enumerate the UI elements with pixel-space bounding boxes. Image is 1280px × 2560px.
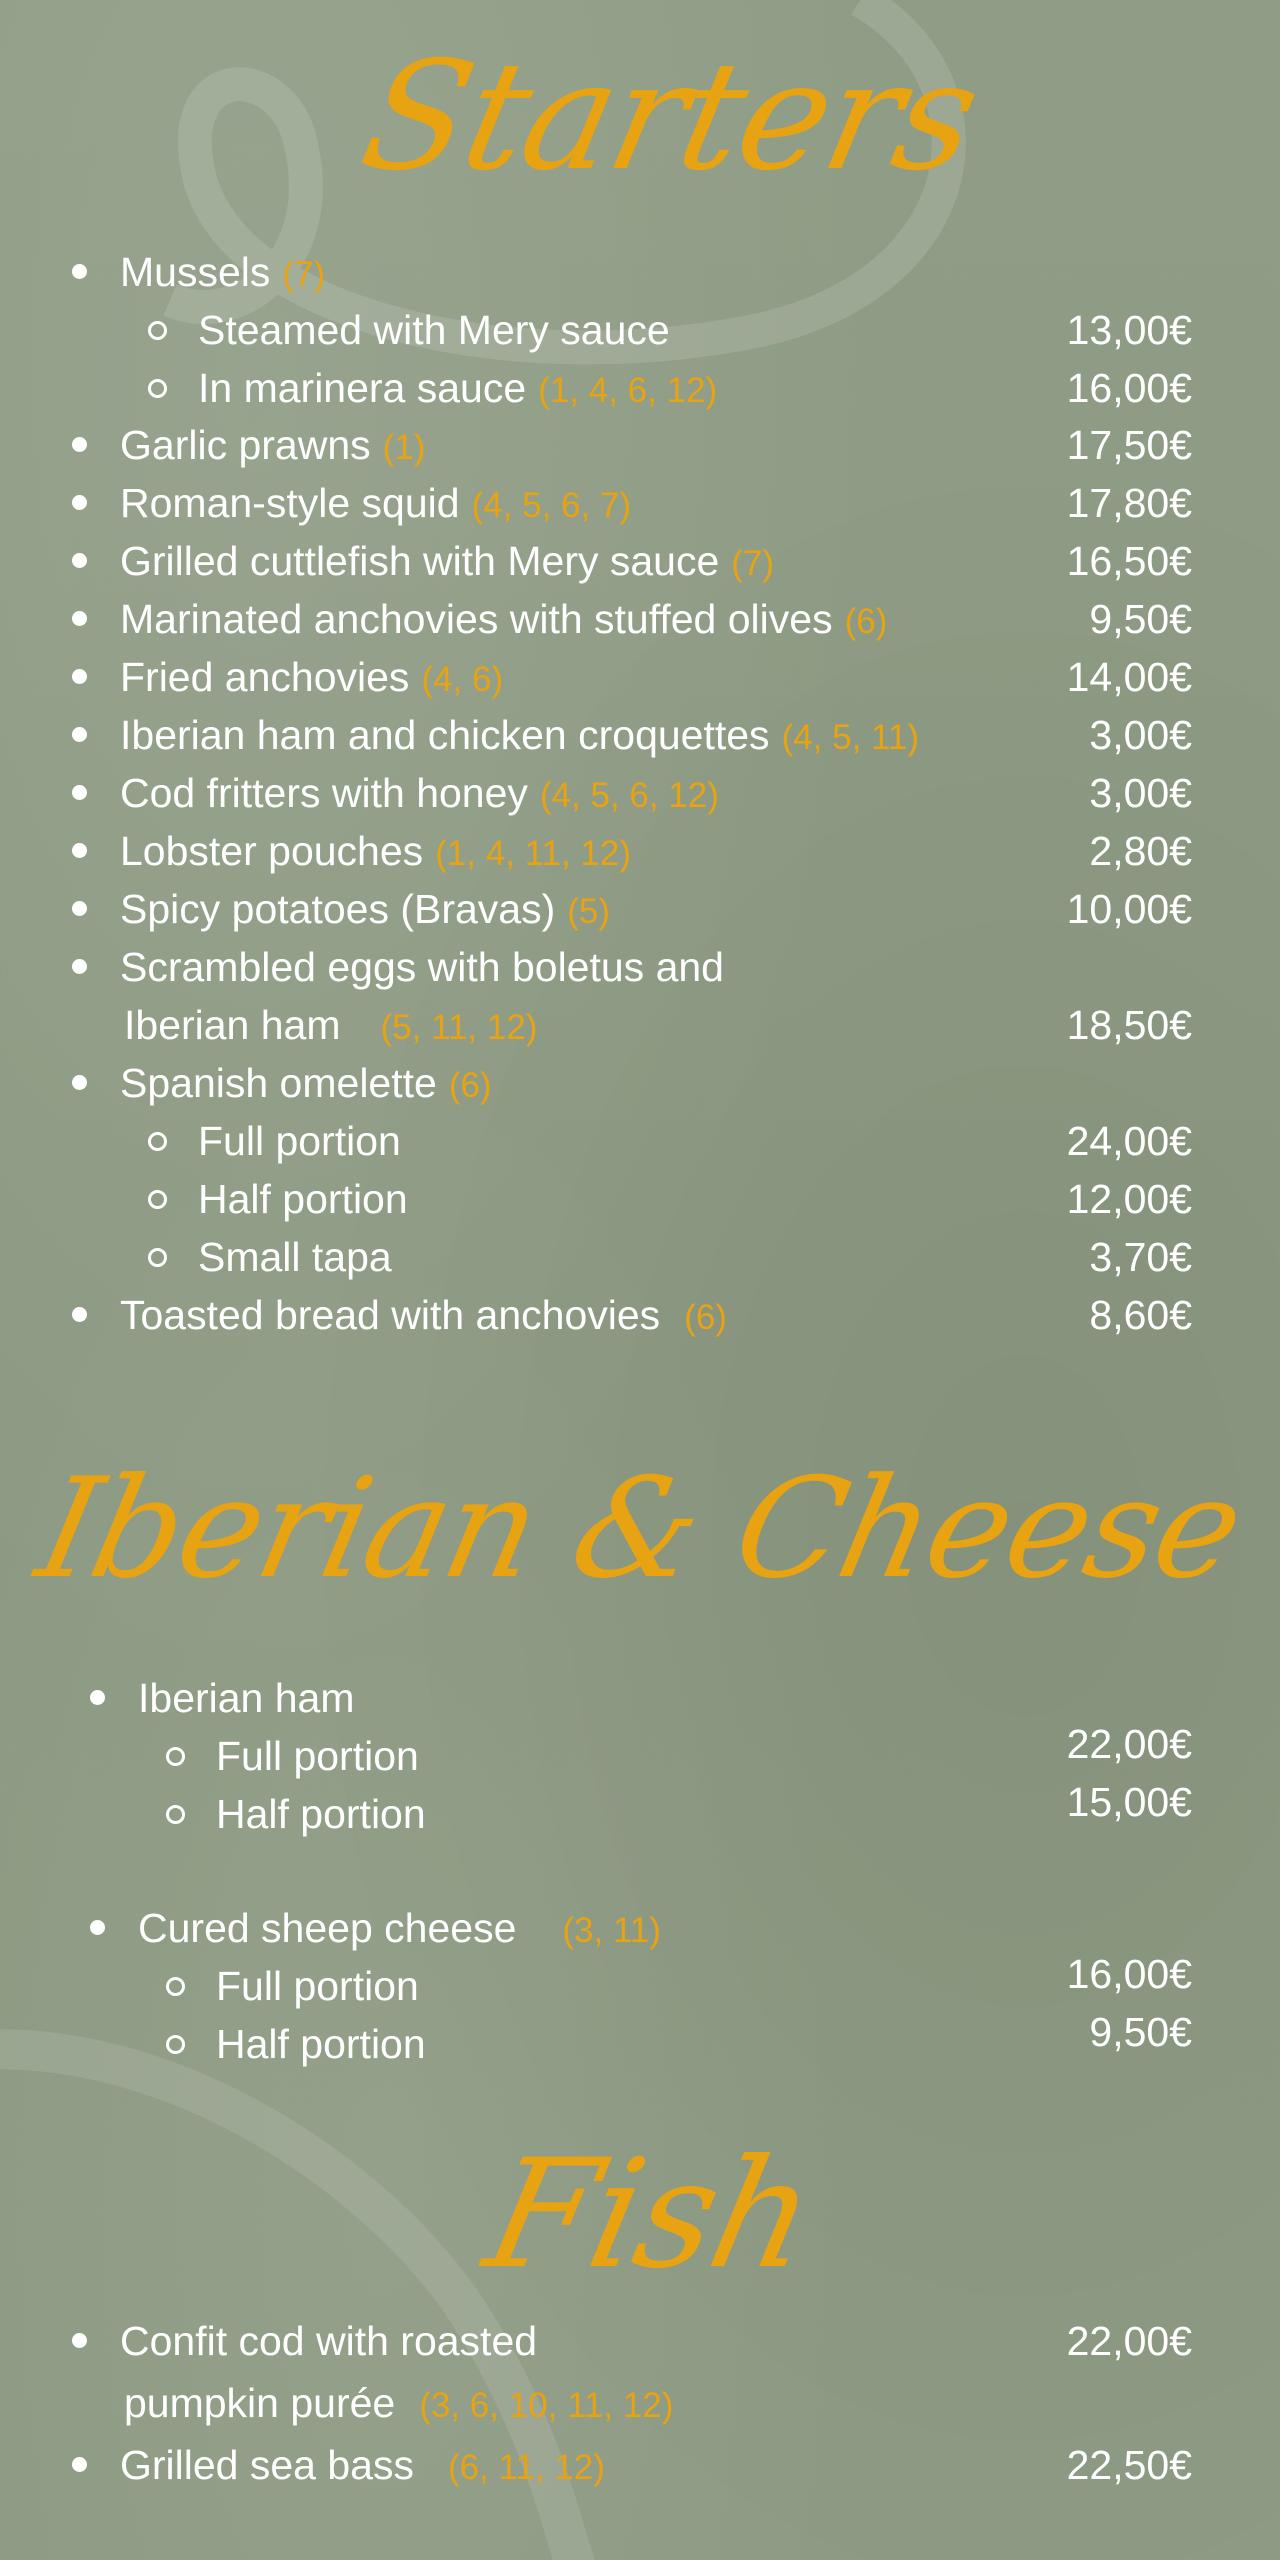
item-price: 3,70€ <box>1089 1234 1192 1280</box>
item-name: Lobster pouches <box>120 828 424 874</box>
bullet-icon <box>72 727 87 742</box>
item-price: 12,00€ <box>1066 1176 1192 1222</box>
item-name: pumpkin purée <box>124 2380 396 2426</box>
menu-subitem-marinera <box>0 359 1280 417</box>
bullet-icon <box>72 437 87 452</box>
item-name: Iberian ham and chicken croquettes <box>120 712 770 758</box>
menu-item-toasted-bread <box>0 1286 1280 1344</box>
bullet-icon <box>72 959 87 974</box>
item-price: 3,00€ <box>1089 770 1192 816</box>
item-name: Toasted bread with anchovies <box>120 1292 661 1338</box>
bullet-icon <box>72 1307 87 1322</box>
item-name: Full portion <box>216 1733 419 1779</box>
item-name: Spicy potatoes (Bravas) <box>120 886 556 932</box>
sub-bullet-icon <box>148 1132 167 1151</box>
sub-bullet-icon <box>166 1747 185 1766</box>
menu-item-spanish-omelette <box>0 1054 1280 1112</box>
item-name: Cod fritters with honey <box>120 770 528 816</box>
sub-bullet-icon <box>166 2035 185 2054</box>
item-allergens: (7) <box>282 255 326 294</box>
item-allergens: (3, 11) <box>562 1911 661 1950</box>
item-price: 16,00€ <box>1066 1951 1192 1997</box>
item-name: Half portion <box>216 2021 426 2067</box>
menu-item-grilled-sea-bass <box>0 2436 1280 2494</box>
bullet-icon <box>72 669 87 684</box>
item-price: 22,00€ <box>1066 1721 1192 1767</box>
menu-item-fried-anchovies <box>0 648 1280 706</box>
sub-bullet-icon <box>148 1248 167 1267</box>
menu-subitem-omelette-full <box>0 1112 1280 1170</box>
menu-item-roman-squid <box>0 474 1280 532</box>
iberian-cheese-heading: Iberian & Cheese <box>25 1448 1255 1609</box>
item-price: 17,50€ <box>1066 422 1192 468</box>
item-price: 24,00€ <box>1066 1118 1192 1164</box>
sub-bullet-icon <box>148 321 167 340</box>
item-allergens: (4, 6) <box>421 660 504 699</box>
item-price: 2,80€ <box>1089 828 1192 874</box>
item-name: In marinera sauce <box>198 365 527 411</box>
item-allergens: (1, 4, 11, 12) <box>435 834 632 873</box>
menu-subitem-omelette-half <box>0 1170 1280 1228</box>
bullet-icon <box>72 2457 87 2472</box>
item-allergens: (1, 4, 6, 12) <box>538 371 718 410</box>
item-allergens: (5) <box>567 892 611 931</box>
bullet-icon <box>72 843 87 858</box>
menu-subitem-cheese-full <box>0 1951 1280 2015</box>
bullet-icon <box>90 1920 105 1935</box>
item-price: 14,00€ <box>1066 654 1192 700</box>
menu-subitem-steamed-mery <box>0 301 1280 359</box>
menu-item-grilled-cuttlefish <box>0 532 1280 590</box>
item-price: 18,50€ <box>1066 1002 1192 1048</box>
menu-item-marinated-anchovies <box>0 590 1280 648</box>
item-allergens: (4, 5, 6, 12) <box>539 776 719 815</box>
menu-subitem-cheese-half <box>0 2009 1280 2073</box>
item-price: 10,00€ <box>1066 886 1192 932</box>
item-allergens: (3, 6, 10, 11, 12) <box>419 2386 674 2425</box>
item-allergens: (6) <box>684 1298 727 1337</box>
item-name: Iberian ham <box>124 1002 341 1048</box>
item-name: Small tapa <box>198 1234 392 1280</box>
item-price: 22,50€ <box>1066 2442 1192 2488</box>
item-name: Steamed with Mery sauce <box>198 307 670 353</box>
menu-item-croquettes <box>0 706 1280 764</box>
item-allergens: (4, 5, 6, 7) <box>471 486 632 525</box>
item-price: 9,50€ <box>1089 2009 1192 2055</box>
bullet-icon <box>72 2333 87 2348</box>
item-price: 16,00€ <box>1066 365 1192 411</box>
item-allergens: (5, 11, 12) <box>380 1008 538 1047</box>
item-name: Grilled sea bass <box>120 2442 414 2488</box>
item-name: Scrambled eggs with boletus and <box>120 944 724 990</box>
sub-bullet-icon <box>166 1805 185 1824</box>
bullet-icon <box>72 785 87 800</box>
item-name: Roman-style squid <box>120 480 460 526</box>
menu-item-lobster-pouches <box>0 822 1280 880</box>
menu-item-bravas <box>0 880 1280 938</box>
sub-bullet-icon <box>166 1977 185 1996</box>
item-name: Mussels <box>120 249 271 295</box>
item-price: 17,80€ <box>1066 480 1192 526</box>
item-price: 8,60€ <box>1089 1292 1192 1338</box>
menu-item-mussels <box>0 243 1280 301</box>
item-allergens: (6, 11, 12) <box>447 2448 605 2487</box>
bullet-icon <box>72 553 87 568</box>
item-name: Half portion <box>216 1791 426 1837</box>
item-name: Spanish omelette <box>120 1060 437 1106</box>
item-price: 3,00€ <box>1089 712 1192 758</box>
item-name: Cured sheep cheese <box>138 1905 517 1951</box>
bullet-icon <box>72 1075 87 1090</box>
bullet-icon <box>72 611 87 626</box>
menu-item-confit-cod-cont <box>0 2374 1280 2432</box>
item-name: Fried anchovies <box>120 654 410 700</box>
menu-item-cod-fritters <box>0 764 1280 822</box>
menu-item-scrambled-eggs <box>0 938 1280 996</box>
item-allergens: (6) <box>844 602 888 641</box>
item-name: Full portion <box>198 1118 401 1164</box>
menu-item-confit-cod <box>0 2312 1280 2370</box>
item-price: 15,00€ <box>1066 1779 1192 1825</box>
sub-bullet-icon <box>148 379 167 398</box>
item-name: Grilled cuttlefish with Mery sauce <box>120 538 720 584</box>
item-allergens: (6) <box>448 1066 492 1105</box>
item-price: 13,00€ <box>1066 307 1192 353</box>
menu-subitem-omelette-tapa <box>0 1228 1280 1286</box>
bullet-icon <box>90 1690 105 1705</box>
item-price: 9,50€ <box>1089 596 1192 642</box>
menu-item-garlic-prawns <box>0 416 1280 474</box>
item-price: 16,50€ <box>1066 538 1192 584</box>
item-name: Iberian ham <box>138 1675 355 1721</box>
item-price: 22,00€ <box>1066 2318 1192 2364</box>
item-name: Marinated anchovies with stuffed olives <box>120 596 833 642</box>
bullet-icon <box>72 495 87 510</box>
item-name: Half portion <box>198 1176 408 1222</box>
item-name: Confit cod with roasted <box>120 2318 538 2364</box>
item-name: Garlic prawns <box>120 422 371 468</box>
menu-subitem-ham-half <box>0 1779 1280 1843</box>
sub-bullet-icon <box>148 1190 167 1209</box>
item-allergens: (7) <box>731 544 775 583</box>
item-allergens: (1) <box>382 428 426 467</box>
fish-heading: Fish <box>472 2128 828 2302</box>
bullet-icon <box>72 901 87 916</box>
menu-item-scrambled-eggs-cont <box>0 996 1280 1054</box>
item-allergens: (4, 5, 11) <box>781 718 920 757</box>
item-name: Full portion <box>216 1963 419 2009</box>
starters-heading: Starters <box>348 30 992 204</box>
bullet-icon <box>72 264 87 279</box>
